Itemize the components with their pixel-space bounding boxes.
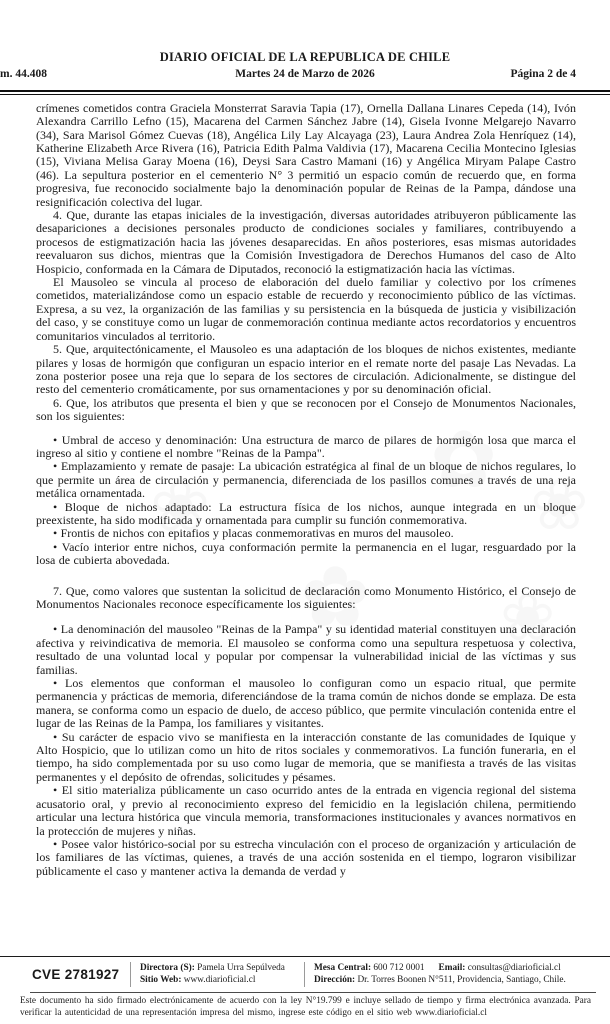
footer-rule-mid — [30, 992, 596, 993]
sitio-web-label: Sitio Web: — [140, 975, 182, 986]
mesa-central-label: Mesa Central: — [314, 963, 372, 974]
header-meta-row — [0, 68, 610, 84]
continuation-paragraph: crímenes cometidos contra Graciela Monsterrat Saravia Tapia (17), Ornella Dallana Linares Cepeda (14), Ivón Alexandra Carrillo Lefno (15), Macarena del Carmen Sánchez Jabre (14), Gisela Ivonne Melgarejo Navarro (34), Sara Marisol Gómez Cuevas (18), Angélica Lily Lay Alcayaga (23), Laura Andrea Zola Henríquez (14), Katherine Elizabeth Arce Rivera (16), Patricia Edith Palma Valdivia (17), Macarena Cecilia Montecino Iglesias (15), Viviana Melisa Garay Moena (16), Deysi Sara Castro Mamani (16) y Angélica Miryam Palape Castro (46). La sepultura posterior en el cementerio N° 3 permitió un espacio común de recuerdo que, en forma progresiva, fue reconocido socialmente bajo la denominación popular de Reinas de la Pampa, dándose una resignificación colectiva del lugar. — [36, 100, 576, 209]
legal-notice: Este documento ha sido firmado electrónicamente de acuerdo con la ley N°19.799 e incluye sellado de tiempo y firma electrónica avanzada. Para verificar la autenticidad de una representación impresa del mismo, ingrese este código en el sitio web www.diarioficial.cl — [20, 996, 591, 1018]
watermark-ornament: ❀ — [150, 464, 211, 548]
footer-column-contacto — [314, 962, 566, 986]
header-rule — [0, 90, 610, 95]
sitio-web-value: www.diarioficial.cl — [183, 975, 256, 986]
directora-value: Pamela Urra Sepúlveda — [197, 963, 285, 974]
document-body — [36, 102, 576, 878]
numbered-paragraph-5: 5. Que, arquitectónicamente, el Mausoleo es una adaptación de los bloques de nichos existentes, mediante pilares y losas de hormigón que configuran un espacio interior en el remate norte del pasaje Las Nevadas. La zona posterior posee una reja que lo separa de los sectores de circulación. Adicionalmente, se distingue del resto del cementerio cromáticamente, por sus ornamentaciones y por su denominación oficial. — [36, 342, 576, 397]
mesa-central-value: 600 712 0001 — [373, 963, 425, 974]
footer-divider — [130, 962, 131, 987]
footer-column-direccion-web — [140, 962, 298, 986]
value-bullet-espacio-vivo: • Su carácter de espacio vivo se manifiesta en la interacción constante de las comunidades de Iquique y Alto Hospicio, que lo utilizan como un hito de ritos sociales y conmemorativos. La función funeraria, en el tiempo, ha sido complementada por su uso como lugar de memoria, que se manifiesta a través de las visitas permanentes y el depósito de ofrendas, solicitudes y pésames. — [36, 729, 576, 784]
issue-number: m. 44.408 — [0, 68, 47, 80]
watermark-ornament: ❀ — [500, 579, 556, 656]
value-bullet-historico-social: • Posee valor histórico-social por su estrecha vinculación con el proceso de organización y articulación de los familiares de las víctimas, quienes, a través de una acción sostenida en el tiempo, lograron visibilizar públicamente el caso y mantener activa la demanda de verdad y — [36, 836, 576, 878]
directora-label: Directora (S): — [140, 963, 195, 974]
cve-code: CVE 2781927 — [32, 966, 120, 982]
numbered-paragraph-4: 4. Que, durante las etapas iniciales de la investigación, diversas autoridades atribuyeron públicamente las desapariciones a decisiones personales producto de condiciones sociales y familiares, contribuyendo a procesos de estigmatización hacia las jóvenes desaparecidas. En años posteriores, esas mismas autoridades reevaluaron sus dichos, mientras que la Comisión Investigadora de Derechos Humanos del caso de Alto Hospicio, conformada en la Cámara de Diputados, reconoció la estigmatización hacia las víctimas. — [36, 208, 576, 276]
issue-date: Martes 24 de Marzo de 2026 — [235, 68, 375, 80]
attribute-bullet-umbral: • Umbral de acceso y denominación: Una estructura de marco de pilares de hormigón losa que marca el ingreso al sitio y contiene el nombre "Reinas de la Pampa". — [36, 432, 576, 460]
page-footer — [0, 956, 610, 1024]
page-header — [0, 0, 610, 95]
watermark-ornament: ✿ — [300, 548, 371, 646]
page-indicator: Página 2 de 4 — [510, 68, 576, 80]
numbered-paragraph-7: 7. Que, como valores que sustentan la solicitud de declaración como Monumento Histórico, el Consejo de Monumentos Nacionales reconoce específicamente los siguientes: — [36, 583, 576, 611]
footer-divider — [304, 962, 305, 987]
value-bullet-denominacion: • La denominación del mausoleo "Reinas de la Pampa" y su identidad material constituyen una declaración afectiva y reivindicativa de memoria. El mausoleo se conforma como una sepultura respetuosa y colectiva, resultado de una voluntad local y popular por compensar la vulnerabilidad inicial de las víctimas y sus familias. — [36, 622, 576, 677]
attribute-bullet-emplazamiento: • Emplazamiento y remate de pasaje: La ubicación estratégica al final de un bloque de nichos regulares, lo que permite un área de circulación y permanencia, diferenciada de los pasillos comunes a través de una reja metálica ornamentada. — [36, 459, 576, 501]
email-label: Email: — [438, 963, 466, 974]
direccion-label: Dirección: — [314, 975, 356, 986]
value-bullet-elementos: • Los elementos que conforman el mausoleo lo configuran como un espacio ritual, que permite permanencia y prácticas de memoria, diferenciándose de la trama común de nichos donde se emplaza. De esta manera, se conforma como un espacio de duelo, de acceso público, que permite vinculación contenida entre el lugar de las Reinas de la Pampa, los familiares y visitantes. — [36, 676, 576, 731]
attribute-bullet-frontis: • Frontis de nichos con epitafios y placas conmemorativas en muros del mausoleo. — [53, 526, 454, 541]
cve-row — [0, 957, 610, 991]
numbered-paragraph-6: 6. Que, los atributos que presenta el bien y que se reconocen por el Consejo de Monumentos Nacionales, son los siguientes: — [36, 395, 576, 424]
value-bullet-sitio: • El sitio materializa públicamente un caso ocurrido antes de la entrada en vigencia regional del sistema acusatorio oral, y previo al reconocimiento expreso del femicidio en la legislación chilena, permitiendo articular una lectura histórica que vincula memoria, transformaciones institucionales y avances normativos en la protección de mujeres y niñas. — [36, 783, 576, 838]
watermark-ornament: ✿ — [430, 413, 498, 506]
paragraph-mausoleo-duelo: El Mausoleo se vincula al proceso de elaboración del duelo familiar y colectivo por los crímenes cometidos, materializándose como un espacio estable de recuerdo y reconocimiento público de las víctimas. Expresa, a su vez, la organización de las familias y su persistencia en la búsqueda de justicia y visibilización del caso, y se constituye como un lugar de conmemoración continua mediante actos recordatorios y encuentros comunitarios vinculados al territorio. — [36, 275, 576, 343]
gazette-title: DIARIO OFICIAL DE LA REPUBLICA DE CHILE — [159, 50, 451, 64]
attribute-bullet-bloque: • Bloque de nichos adaptado: La estructura física de los nichos, aunque integrada en un bloque preexistente, ha sido modificada y ornamentada para cumplir su función conmemorativa. — [36, 499, 576, 527]
attribute-bullet-vacio: • Vacío interior entre nichos, cuya conformación permite la permanencia en el lugar, resguardado por la losa de cubierta abovedada. — [36, 539, 576, 568]
direccion-value: Dr. Torres Boonen N°511, Providencia, Santiago, Chile. — [357, 975, 566, 986]
email-value: consultas@diarioficial.cl — [467, 963, 561, 974]
watermark-ornament: ❀ — [530, 464, 589, 546]
